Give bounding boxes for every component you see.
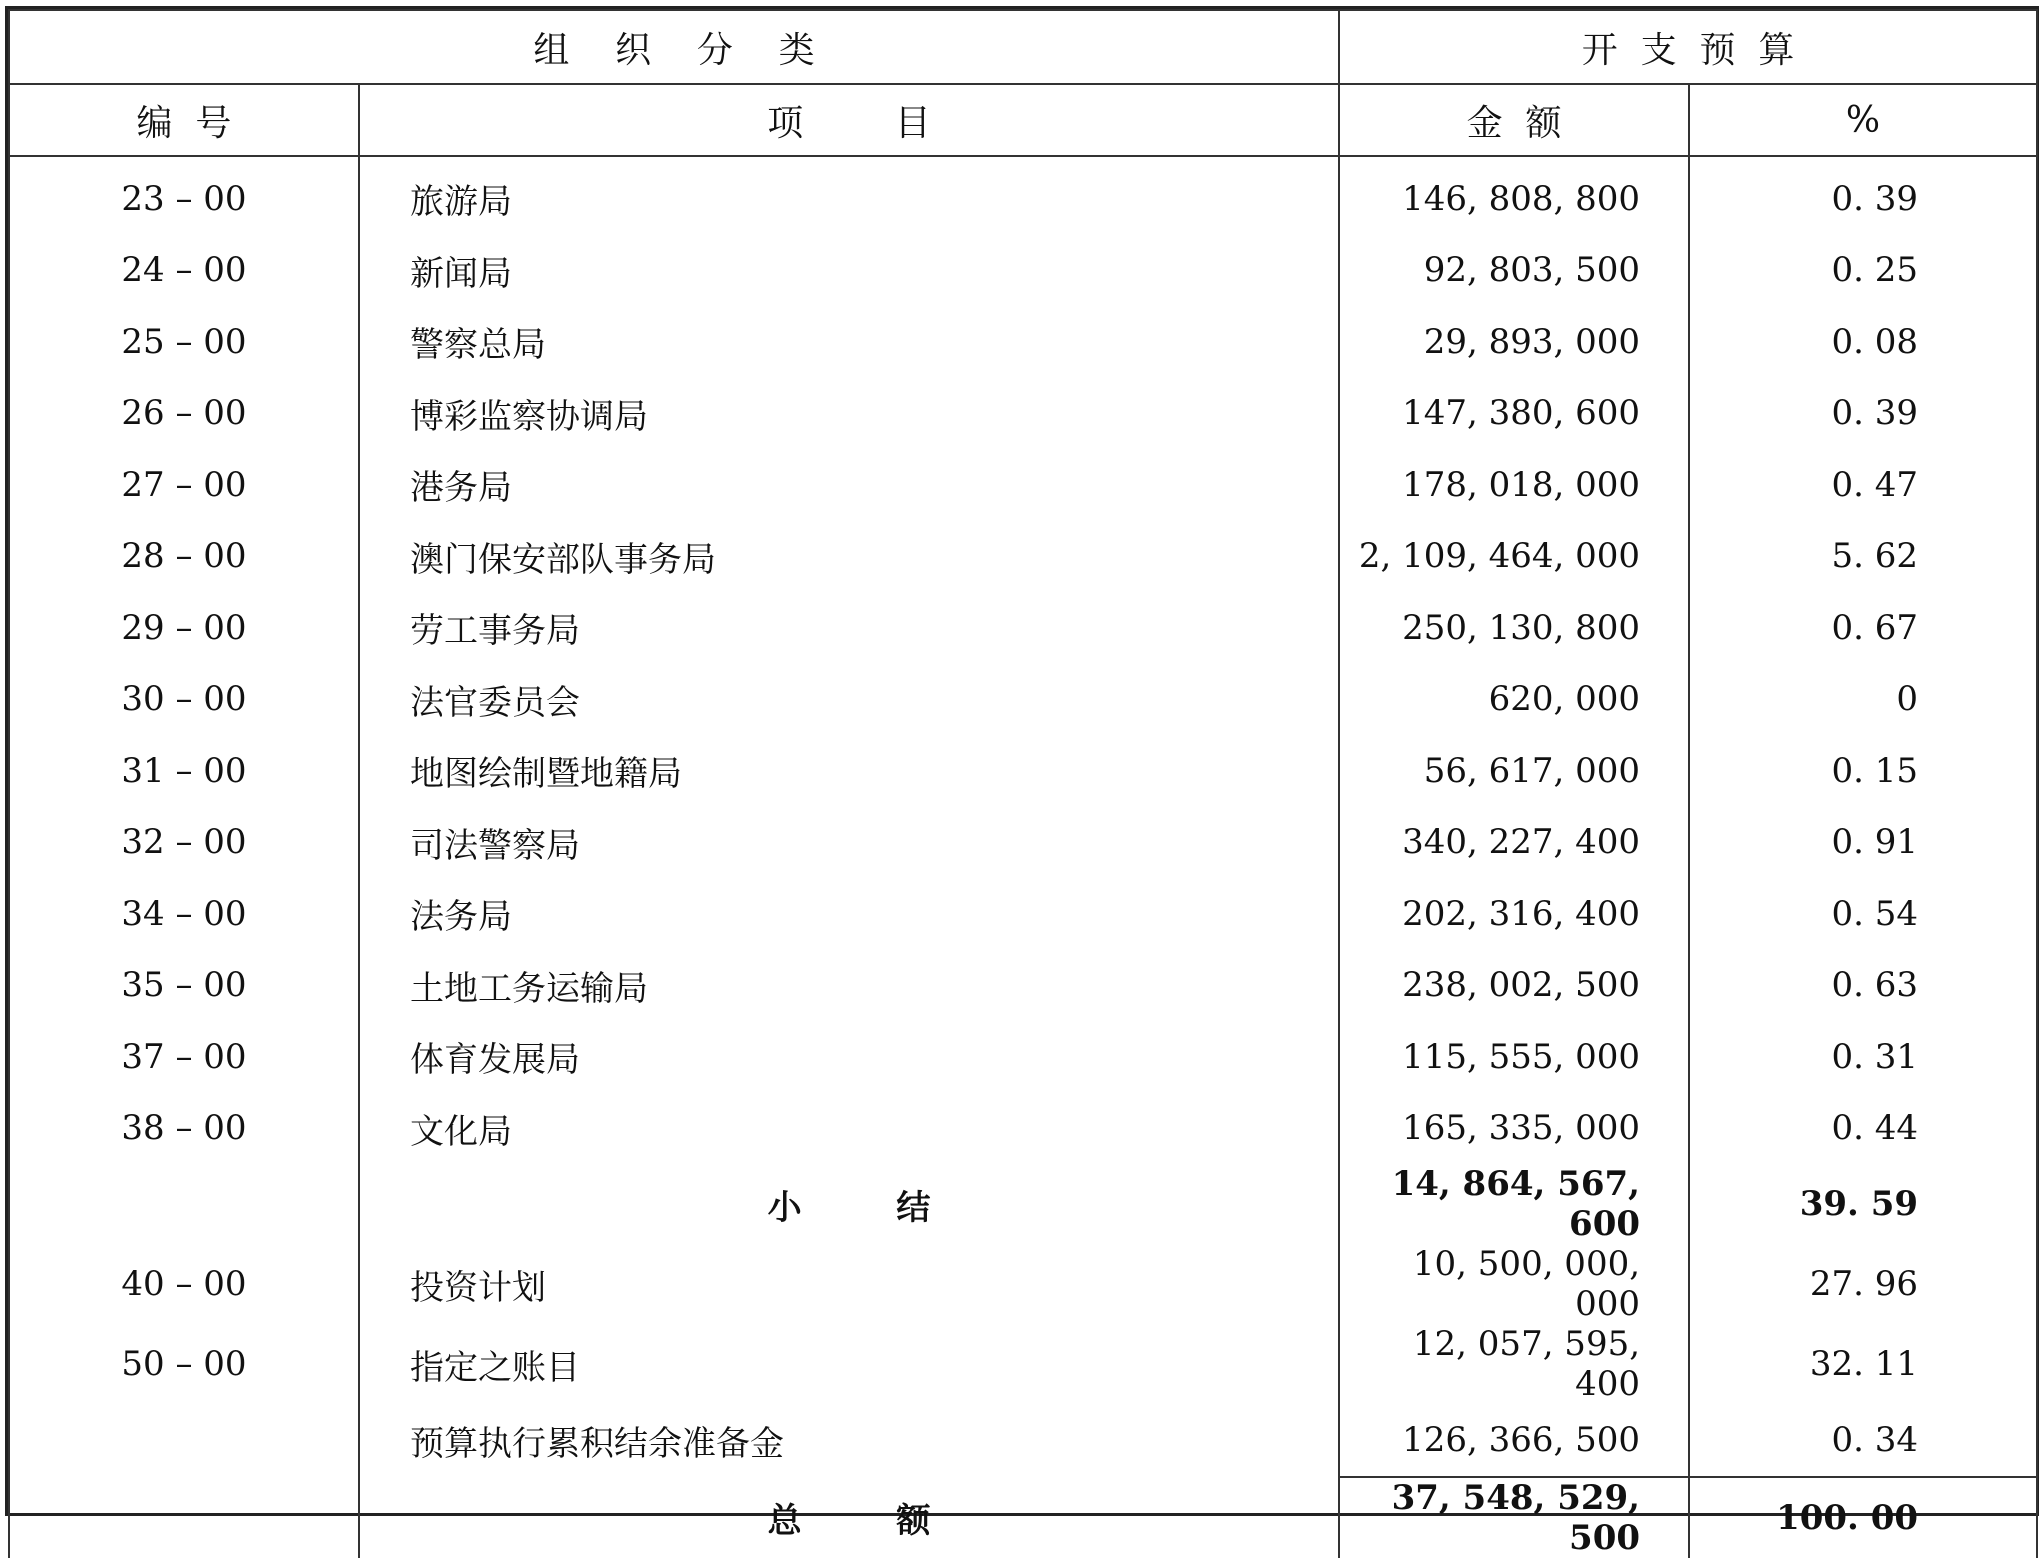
header-code: 编 号 (9, 84, 359, 156)
row-amount: 29, 893, 000 (1339, 306, 1689, 378)
row-amount: 178, 018, 000 (1339, 449, 1689, 521)
row-item: 港务局 (359, 449, 1339, 521)
row-item: 澳门保安部队事务局 (359, 521, 1339, 593)
row-percent: 0. 91 (1689, 807, 2037, 879)
row-code: 27 – 00 (9, 449, 359, 521)
row-percent: 0. 08 (1689, 306, 2037, 378)
header-item: 项 目 (359, 84, 1339, 156)
row-amount: 250, 130, 800 (1339, 592, 1689, 664)
row-code: 30 – 00 (9, 664, 359, 736)
total-row (9, 1477, 2037, 1558)
row-percent: 5. 62 (1689, 521, 2037, 593)
table-row (9, 235, 2037, 307)
row-code: 38 – 00 (9, 1093, 359, 1165)
header-group-row (9, 10, 2037, 84)
row-percent: 0. 34 (1689, 1404, 2037, 1477)
table-row (9, 1021, 2037, 1093)
subtotal-code (9, 1164, 359, 1244)
row-item: 博彩监察协调局 (359, 378, 1339, 450)
row-amount: 620, 000 (1339, 664, 1689, 736)
table-row (9, 807, 2037, 879)
row-amount: 56, 617, 000 (1339, 735, 1689, 807)
row-item: 地图绘制暨地籍局 (359, 735, 1339, 807)
table-body (9, 156, 2037, 1558)
row-amount: 340, 227, 400 (1339, 807, 1689, 879)
row-percent: 0. 15 (1689, 735, 2037, 807)
row-percent: 0. 39 (1689, 378, 2037, 450)
row-percent: 0. 31 (1689, 1021, 2037, 1093)
row-code: 31 – 00 (9, 735, 359, 807)
row-code: 25 – 00 (9, 306, 359, 378)
row-code: 29 – 00 (9, 592, 359, 664)
table-row (9, 521, 2037, 593)
row-item: 土地工务运输局 (359, 950, 1339, 1022)
row-item: 预算执行累积结余准备金 (359, 1404, 1339, 1477)
row-amount: 238, 002, 500 (1339, 950, 1689, 1022)
table-row (9, 156, 2037, 235)
table-row (9, 1324, 2037, 1404)
row-item: 警察总局 (359, 306, 1339, 378)
total-amount: 37, 548, 529, 500 (1339, 1477, 1689, 1558)
row-percent: 0. 63 (1689, 950, 2037, 1022)
table-row (9, 878, 2037, 950)
row-item: 法官委员会 (359, 664, 1339, 736)
row-percent: 0. 25 (1689, 235, 2037, 307)
row-code: 50 – 00 (9, 1324, 359, 1404)
row-item: 法务局 (359, 878, 1339, 950)
table-row (9, 1093, 2037, 1165)
table-row (9, 1244, 2037, 1324)
subtotal-label: 小 结 (359, 1164, 1339, 1244)
table-row (9, 1404, 2037, 1477)
row-code: 28 – 00 (9, 521, 359, 593)
row-amount: 147, 380, 600 (1339, 378, 1689, 450)
header-amount: 金 额 (1339, 84, 1689, 156)
row-item: 司法警察局 (359, 807, 1339, 879)
subtotal-row (9, 1164, 2037, 1244)
row-percent: 0. 47 (1689, 449, 2037, 521)
row-amount: 10, 500, 000, 000 (1339, 1244, 1689, 1324)
row-code: 24 – 00 (9, 235, 359, 307)
row-amount: 2, 109, 464, 000 (1339, 521, 1689, 593)
row-item: 体育发展局 (359, 1021, 1339, 1093)
row-item: 文化局 (359, 1093, 1339, 1165)
row-amount: 202, 316, 400 (1339, 878, 1689, 950)
row-code: 34 – 00 (9, 878, 359, 950)
row-percent: 0. 67 (1689, 592, 2037, 664)
table-row (9, 664, 2037, 736)
table-row (9, 950, 2037, 1022)
row-percent: 0. 54 (1689, 878, 2037, 950)
row-item: 投资计划 (359, 1244, 1339, 1324)
row-percent: 0 (1689, 664, 2037, 736)
row-item: 劳工事务局 (359, 592, 1339, 664)
table-row (9, 592, 2037, 664)
table-row (9, 378, 2037, 450)
total-code (9, 1477, 359, 1558)
total-label: 总 额 (359, 1477, 1339, 1558)
row-amount: 146, 808, 800 (1339, 156, 1689, 235)
row-item: 新闻局 (359, 235, 1339, 307)
row-code (9, 1404, 359, 1477)
row-percent: 0. 44 (1689, 1093, 2037, 1165)
row-percent: 32. 11 (1689, 1324, 2037, 1404)
table-row (9, 306, 2037, 378)
subtotal-amount: 14, 864, 567, 600 (1339, 1164, 1689, 1244)
row-amount: 12, 057, 595, 400 (1339, 1324, 1689, 1404)
table-row (9, 449, 2037, 521)
row-amount: 165, 335, 000 (1339, 1093, 1689, 1165)
table-header (9, 10, 2037, 156)
row-code: 40 – 00 (9, 1244, 359, 1324)
table-row (9, 735, 2037, 807)
header-column-row (9, 84, 2037, 156)
header-expenditure-budget: 开 支 预 算 (1339, 10, 2037, 84)
row-amount: 126, 366, 500 (1339, 1404, 1689, 1477)
budget-table-sheet (5, 6, 2039, 1558)
row-code: 23 – 00 (9, 156, 359, 235)
row-code: 32 – 00 (9, 807, 359, 879)
total-percent: 100. 00 (1689, 1477, 2037, 1558)
header-percent: % (1689, 84, 2037, 156)
row-item: 指定之账目 (359, 1324, 1339, 1404)
row-percent: 0. 39 (1689, 156, 2037, 235)
row-code: 35 – 00 (9, 950, 359, 1022)
header-org-classification: 组 织 分 类 (9, 10, 1339, 84)
row-percent: 27. 96 (1689, 1244, 2037, 1324)
row-amount: 115, 555, 000 (1339, 1021, 1689, 1093)
row-code: 26 – 00 (9, 378, 359, 450)
row-code: 37 – 00 (9, 1021, 359, 1093)
row-item: 旅游局 (359, 156, 1339, 235)
row-amount: 92, 803, 500 (1339, 235, 1689, 307)
budget-table (8, 9, 2038, 1558)
subtotal-percent: 39. 59 (1689, 1164, 2037, 1244)
